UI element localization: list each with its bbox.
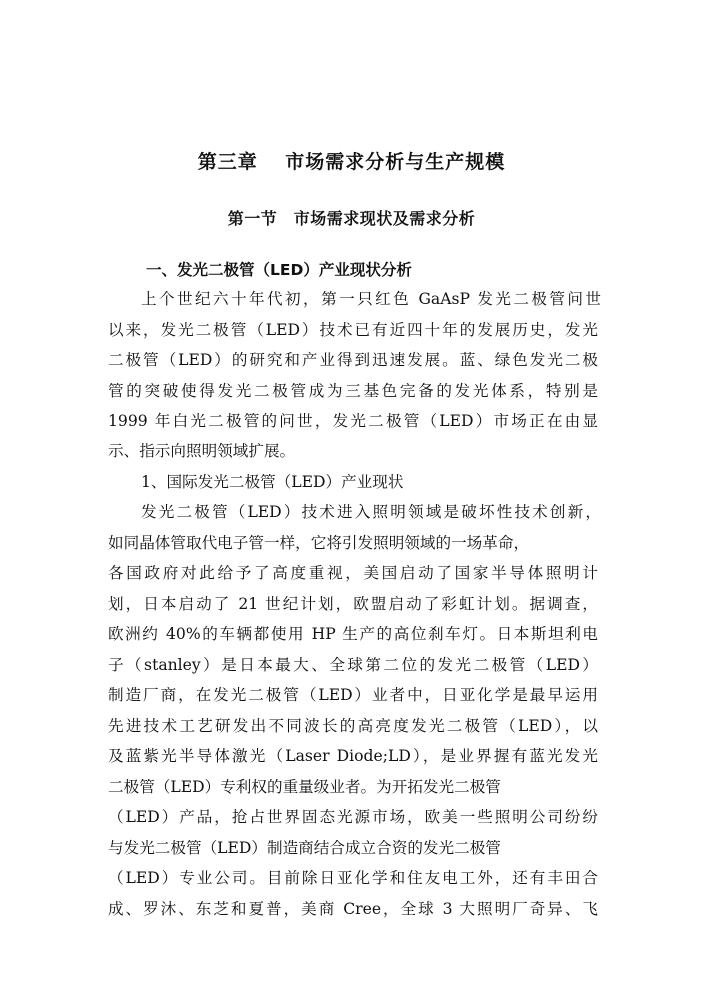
heading-led-industry: 一、发光二极管（LED）产业现状分析 — [146, 261, 412, 279]
paragraph-line: 以来，发光二极管（LED）技术已有近四十年的发展历史，发光 — [108, 321, 598, 339]
paragraph-line: 二极管（LED）专利权的重量级业者。为开拓发光二极管 — [108, 778, 501, 796]
paragraph-line: 子（stanley）是日本最大、全球第二位的发光二极管（LED） — [108, 656, 598, 674]
paragraph-line: 示、指示向照明领域扩展。 — [108, 442, 296, 460]
paragraph-line: 各国政府对此给予了高度重视，美国启动了国家半导体照明计 — [108, 564, 598, 582]
paragraph-line: 与发光二极管（LED）制造商结合成立合资的发光二极管 — [108, 839, 501, 857]
section-title: 第一节 市场需求现状及需求分析 — [227, 209, 476, 228]
paragraph-line: 如同晶体管取代电子管一样，它将引发照明领域的一场革命， — [108, 534, 530, 552]
paragraph-line: 发光二极管（LED）技术进入照明领域是破坏性技术创新， — [141, 503, 601, 521]
paragraph-line: 欧洲约 40%的车辆都使用 HP 生产的高位刹车灯。日本斯坦利电 — [108, 625, 598, 643]
paragraph-line: 制造厂商，在发光二极管（LED）业者中，日亚化学是最早运用 — [108, 686, 598, 704]
chapter-title: 第三章 市场需求分析与生产规模 — [197, 151, 506, 173]
paragraph-line: （LED）专业公司。目前除日亚化学和住友电工外，还有丰田合 — [108, 869, 598, 887]
paragraph-line: 二极管（LED）的研究和产业得到迅速发展。蓝、绿色发光二极 — [108, 351, 598, 369]
paragraph-line: （LED）产品，抢占世界固态光源市场，欧美一些照明公司纷纷 — [108, 808, 598, 826]
subheading-international: 1、国际发光二极管（LED）产业现状 — [141, 473, 404, 491]
paragraph-line: 先进技术工艺研发出不同波长的高亮度发光二极管（LED），以 — [108, 717, 598, 735]
paragraph-line: 1999 年白光二极管的问世，发光二极管（LED）市场正在由显 — [108, 412, 598, 430]
paragraph-line: 上个世纪六十年代初，第一只红色 GaAsP 发光二极管问世 — [141, 290, 601, 308]
paragraph-line: 及蓝紫光半导体激光（Laser Diode;LD），是业界握有蓝光发光 — [108, 747, 598, 765]
paragraph-line: 管的突破使得发光二极管成为三基色完备的发光体系，特别是 — [108, 382, 598, 400]
paragraph-line: 划，日本启动了 21 世纪计划，欧盟启动了彩虹计划。据调查， — [108, 595, 598, 613]
paragraph-line: 成、罗沐、东芝和夏普，美商 Cree，全球 3 大照明厂奇异、飞 — [108, 900, 598, 918]
